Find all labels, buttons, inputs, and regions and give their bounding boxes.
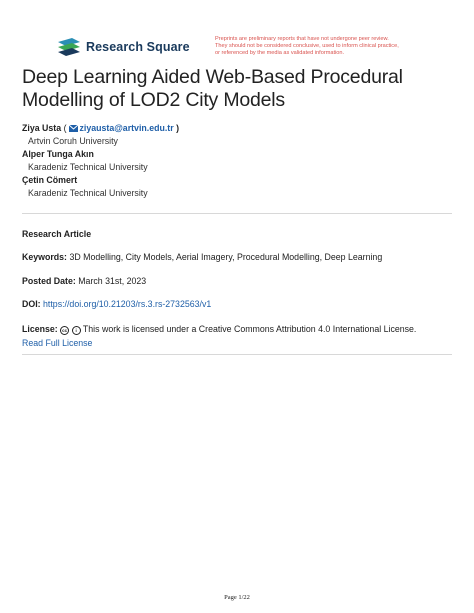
author-affiliation: Karadeniz Technical University bbox=[28, 188, 148, 198]
disclaimer-line: or referenced by the media as validated information. bbox=[215, 50, 345, 56]
preprint-disclaimer bbox=[215, 36, 435, 57]
keywords-value: 3D Modelling, City Models, Aerial Imagery, Procedural Modelling, Deep Learning bbox=[69, 252, 383, 262]
logo-text: Research Square bbox=[86, 40, 190, 54]
license-text: This work is licensed under a Creative Commons Attribution 4.0 International License. bbox=[82, 324, 417, 334]
disclaimer-line: They should not be considered conclusive, used to inform clinical practice, bbox=[215, 43, 399, 49]
author-email-link[interactable]: ziyausta@artvin.edu.tr bbox=[79, 123, 174, 133]
author-name: Ziya Usta bbox=[22, 123, 62, 133]
divider bbox=[22, 213, 452, 214]
posted-date-label: Posted Date: bbox=[22, 276, 76, 286]
email-paren-open: ( bbox=[63, 123, 67, 133]
research-square-logo-icon bbox=[58, 38, 80, 56]
license-label: License: bbox=[22, 324, 58, 334]
doi-link[interactable]: https://doi.org/10.21203/rs.3.rs-2732563/v1 bbox=[43, 299, 212, 309]
author-entry bbox=[22, 122, 179, 135]
article-type-value: Research Article bbox=[22, 229, 92, 239]
keywords-row bbox=[22, 252, 452, 262]
posted-date-value: March 31st, 2023 bbox=[78, 276, 147, 286]
doi-label: DOI: bbox=[22, 299, 41, 309]
creative-commons-icon: cc bbox=[62, 328, 68, 333]
author-list bbox=[22, 122, 179, 200]
read-full-license-link[interactable]: Read Full License bbox=[22, 338, 93, 348]
author-affiliation: Artvin Coruh University bbox=[28, 136, 118, 146]
email-paren-close: ) bbox=[173, 123, 180, 133]
divider bbox=[22, 354, 452, 355]
license-row bbox=[22, 322, 452, 350]
disclaimer-line: Preprints are preliminary reports that have not undergone peer review. bbox=[215, 36, 389, 42]
doi-row bbox=[22, 299, 452, 309]
author-name: Alper Tunga Akın bbox=[22, 149, 94, 159]
author-name: Çetin Cömert bbox=[22, 175, 78, 185]
attribution-icon: i bbox=[72, 326, 81, 335]
envelope-icon bbox=[69, 125, 78, 132]
keywords-label: Keywords: bbox=[22, 252, 67, 262]
research-square-logo[interactable] bbox=[58, 38, 190, 56]
article-type bbox=[22, 229, 452, 239]
page-number: Page 1/22 bbox=[224, 594, 250, 601]
paper-title: Deep Learning Aided Web-Based Procedural Modelling of LOD2 City Models bbox=[22, 66, 403, 111]
posted-date-row bbox=[22, 276, 452, 286]
author-affiliation: Karadeniz Technical University bbox=[28, 162, 148, 172]
